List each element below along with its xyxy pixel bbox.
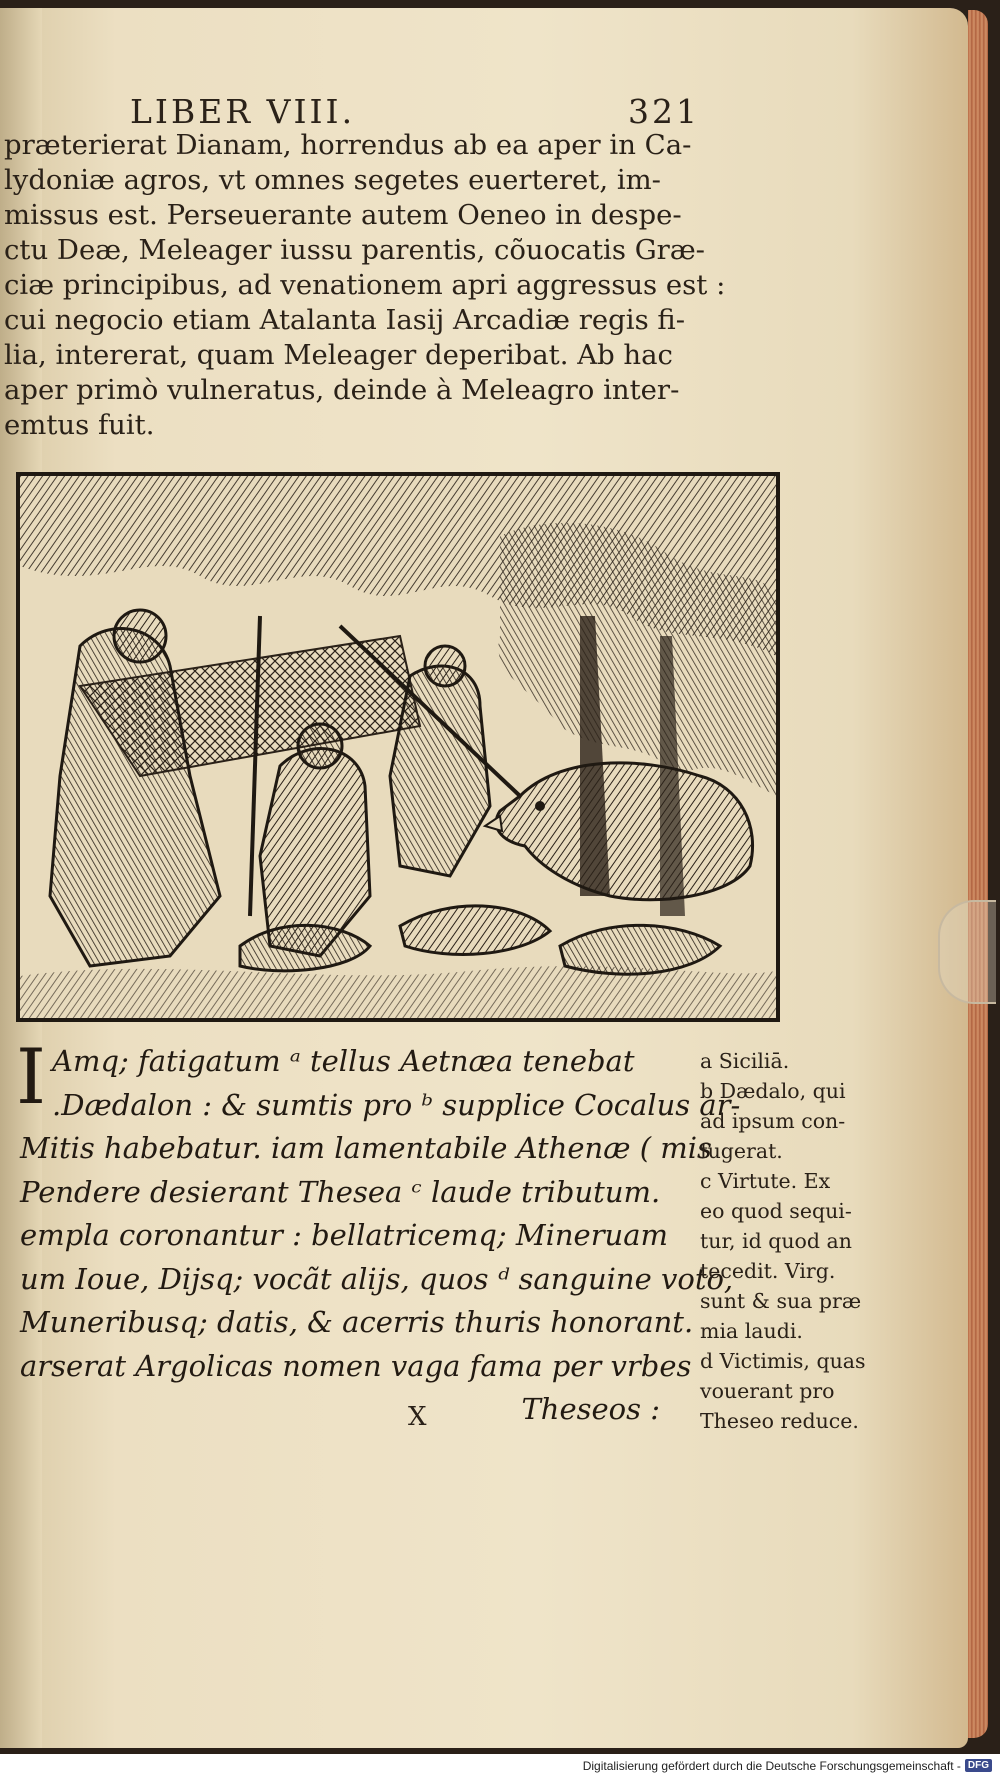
verse-line: Muneribusq; datis, & acerris thuris honorant. [20, 1305, 694, 1339]
prose-line: emtus fuit. [4, 409, 155, 441]
gloss-line: eo quod sequi- [700, 1199, 852, 1223]
footer-text: Digitalisierung gefördert durch die Deutsche Forschungsgemeinschaft - [582, 1758, 961, 1773]
gloss-line: b Dædalo, qui [700, 1079, 846, 1103]
drop-cap: I [16, 1032, 47, 1121]
running-head-label: LIBER VIII. [130, 92, 356, 131]
prose-paragraph [4, 128, 726, 443]
gloss-line: vouerant pro [700, 1379, 835, 1403]
verse-line: .Dædalon : & sumtis pro ᵇ supplice Cocalus ar- [52, 1087, 741, 1122]
footer-bar [0, 1754, 1000, 1777]
prose-line: lia, intererat, quam Meleager deperibat. Ab hac [4, 339, 673, 371]
verse-line: empla coronantur : bellatricemq; Mineruam [20, 1218, 669, 1252]
page-clip [938, 900, 996, 1004]
gloss-line: d Victimis, quas [700, 1349, 866, 1373]
signature-mark: X [408, 1402, 427, 1432]
prose-line: missus est. Perseuerante autem Oeneo in despe- [4, 199, 682, 231]
gloss-line: ad ipsum con- [700, 1109, 846, 1133]
gloss-line: mia laudi. [700, 1319, 803, 1343]
prose-line: ctu Deæ, Meleager iussu parentis, cõuocatis Græ- [4, 234, 705, 266]
verse-line: Mitis habebatur. iam lamentabile Athenæ ( mis [20, 1131, 712, 1165]
verse-line: arserat Argolicas nomen vaga fama per vrbes [20, 1348, 692, 1383]
prose-line: præterierat Dianam, horrendus ab ea aper in Ca- [4, 129, 692, 161]
gloss-line: c Virtute. Ex [700, 1169, 831, 1193]
woodcut-boar-hunt-image [20, 476, 776, 1018]
page-number: 321 [628, 92, 700, 131]
gloss-line: sunt & sua præ [700, 1289, 862, 1313]
verse-line: um Ioue, Dijsq; vocãt alijs, quos ᵈ sanguine voto, [20, 1261, 734, 1296]
prose-line: lydoniæ agros, vt omnes segetes euerteret, im- [4, 164, 661, 196]
running-head [130, 92, 700, 131]
prose-line: ciæ principibus, ad venationem apri aggressus est : [4, 269, 726, 301]
gloss-line: fugerat. [700, 1139, 783, 1163]
prose-line: cui negocio etiam Atalanta Iasij Arcadiæ regis fi- [4, 304, 686, 336]
verse-block [16, 1032, 741, 1432]
prose-line: aper primò vulneratus, deinde à Meleagro inter- [4, 374, 680, 406]
gloss-line: a Siciliā. [700, 1049, 790, 1073]
dfg-logo: DFG [965, 1759, 992, 1772]
page-edge [968, 10, 988, 1738]
gloss-line: tecedit. Virg. [700, 1259, 836, 1283]
catchword: Theseos : [521, 1392, 660, 1426]
gloss-line: tur, id quod an [700, 1229, 852, 1253]
woodcut-illustration [16, 472, 780, 1022]
gloss-line: Theseo reduce. [700, 1409, 859, 1433]
marginal-glosses [700, 1046, 900, 1436]
verse-line: Amq; fatigatum ᵃ tellus Aetnæa tenebat [52, 1044, 635, 1078]
verse-line: Pendere desierant Thesea ᶜ laude tributum. [20, 1174, 661, 1209]
